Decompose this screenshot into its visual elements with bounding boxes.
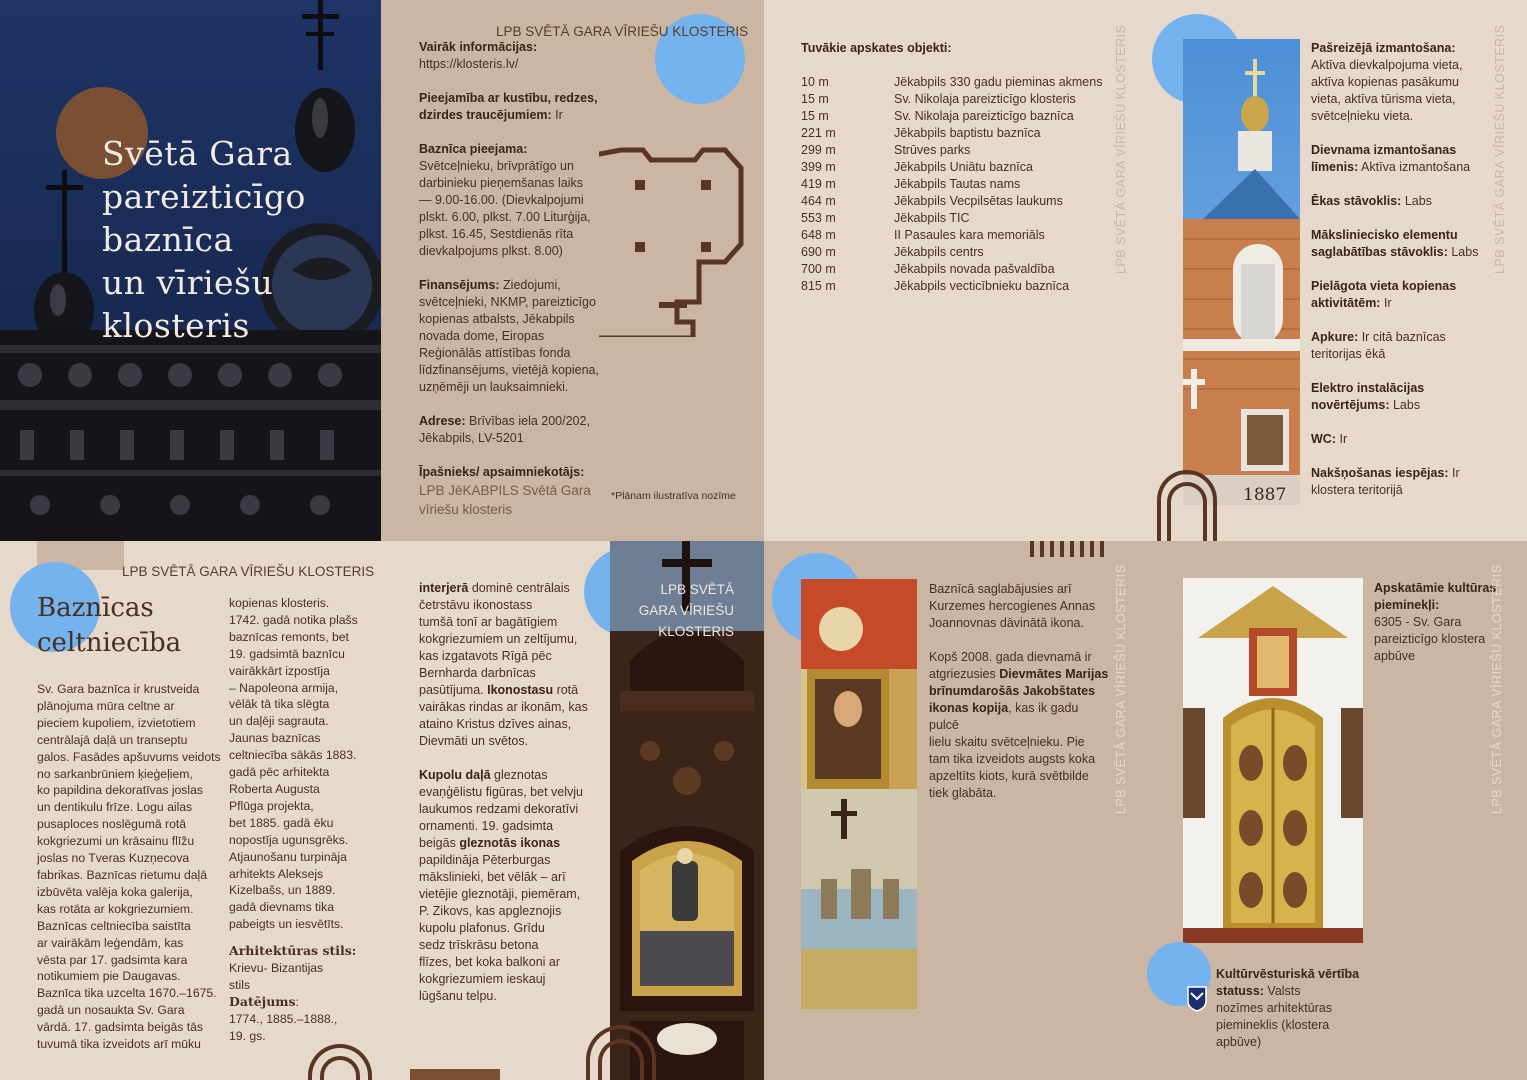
list-item: 690 m Jēkabpils centrs: [801, 245, 984, 259]
list-item: 399 m Jēkabpils Uniātu baznīca: [801, 160, 1033, 174]
royal-doors-photo: [1183, 578, 1363, 943]
photo-brand: LPB SVĒTĀ GARA VĪRIEŠU KLOSTERIS: [638, 582, 734, 639]
status-panel: [1147, 0, 1527, 541]
floor-plan-drawing: [599, 142, 747, 337]
arc-decoration: [598, 1039, 644, 1080]
address-label: Adrese:: [419, 414, 466, 428]
list-item: 15 m Sv. Nikolaja pareizticīgo baznīca: [801, 109, 1074, 123]
cover-title: Svētā Gara pareizticīgo baznīca un vīriešu klosteris: [102, 134, 306, 345]
vertical-brand-4: LPB SVĒTĀ GARA VĪRIEŠU KLOSTERIS: [1490, 564, 1504, 814]
list-item: 464 m Jēkabpils Vecpilsētas laukums: [801, 194, 1063, 208]
date-label: Datējums: [229, 993, 296, 1009]
more-info-link[interactable]: https://klosteris.lv/: [419, 57, 519, 71]
church-tower-photo: [1183, 39, 1300, 505]
nearby-title: Tuvākie apskates objekti:: [801, 41, 952, 55]
cover-panel: [0, 0, 381, 541]
list-item: Ēkas stāvoklis: Labs: [1311, 194, 1432, 208]
heritage-text: Kultūrvēsturiskā vērtība statuss: Valsts nozīmes arhitektūras piemineklis (klostera apbūve): [1216, 967, 1360, 1049]
heritage-label: Kultūrvēsturiskā vērtība statuss:: [1216, 967, 1360, 998]
info-header-brand: LPB SVĒTĀ GARA VĪRIEŠU KLOSTERIS: [496, 24, 749, 39]
list-item: 10 m Jēkabpils 330 gadu pieminas akmens: [801, 75, 1103, 89]
list-item: 419 m Jēkabpils Tautas nams: [801, 177, 1021, 191]
construction-title: Baznīcas celtniecība: [37, 593, 182, 658]
vertical-brand: LPB SVĒTĀ GARA VĪRIEŠU KLOSTERIS: [1114, 24, 1128, 274]
list-item: Elektro instalācijas novērtējums: Labs: [1311, 381, 1425, 412]
list-item: Apkure: Ir citā baznīcas teritorijas ēkā: [1311, 330, 1446, 361]
info-text-block: Vairāk informācijas: https://klosteris.lv/ Pieejamība ar kustību, redzes, dzirdes traucējumiem: Ir Baznīca pieejama: Svētceļnieku, brīvprātīgo un darbinieku pieņemšanas laiks — 9.00-16.00. (Dievkalpojumi plskt. 6.00, plkst. 7.00 Liturģija, plkst. 16.45, Sestdienās rīta dievkalpojums plkst. 8.00) Finansējums: Ziedojumi, svētceļnieki, NKMP, pareizticīgo kopienas atbalsts, Jēkabpils novada dome, Eiropas Reģionālās attīstības fonda līdzfinansējums, vietējā kopiena, uzņēmēji un lauksaimnieki. Adrese: Brīvības iela 200/202, Jēkabpils, LV-5201 Īpašnieks/ apsaimniekotājs: LPB JēKABPILS Svētā Gara vīriešu klosteris: [419, 40, 599, 517]
arc-decoration: [1167, 482, 1207, 541]
list-item: Mākslinieciskо elementu saglabātības stāvoklis: Labs: [1311, 228, 1479, 259]
list-item: Dievnama izmantošanas līmenis: Aktīva izmantošana: [1311, 143, 1471, 174]
bars-decoration: [1030, 541, 1110, 557]
info-panel: [381, 0, 764, 541]
church-open-label: Baznīca pieejama:: [419, 142, 528, 156]
vertical-brand-2: LPB SVĒTĀ GARA VĪRIEŠU KLOSTERIS: [1493, 24, 1507, 274]
list-item: 648 m II Pasaules kara memoriāls: [801, 228, 1045, 242]
icon-panel: [764, 541, 1147, 1080]
list-item: 299 m Strūves parks: [801, 143, 971, 157]
nearby-list: [801, 74, 1131, 295]
plan-year-text: 1887: [1243, 485, 1287, 505]
shield-icon: [1187, 986, 1207, 1012]
construction-col2: kopienas klosteris. 1742. gadā notika plašs baznīcas remonts, bet 19. gadsimtā baznīcu vairākkārt izpostīja – Napoleona armija, vēlāk tā tika slēgta un daļēji sagrauta. Jaunas baznīcas celtniecība sākās 1883. gadā pēc arhitekta Roberta Augusta Pflūga projekta, bet 1885. gadā ēku nopostīja ugunsgrēks. Atjaunošanu turpināja arhitekts Aleksejs Kizelbašs, un 1889. gadā dievnams tika pabeigts un iesvētīts. Arhitektūras stils: Krievu- Bizantijas stils Datējums: 1774., 1885.–1888., 19. gs.: [229, 595, 374, 1045]
list-item: Nakšņošanas iespējas: Ir klostera teritorijā: [1311, 466, 1460, 497]
owner-label: Īpašnieks/ apsaimniekotājs:: [419, 465, 585, 479]
list-item: 553 m Jēkabpils TIC: [801, 211, 970, 225]
funding-label: Finansējums:: [419, 278, 500, 292]
monuments-panel: [1147, 541, 1527, 1080]
icon-text: Baznīcā saglabājusies arī Kurzemes hercogienes Annas Joannovnas dāvinātā ikona. Kopš 2008. gada dievnamā ir atgriezusies Dievmātes Marijas brīnumdarošās Jakobštates ikonas kopija, kas ik gadu pulcē lielu skaitu svētceļnieku. Pie tam tika izveidots augsts koka apzeltīts kiots, kurā svētbilde tiek glabāta.: [929, 582, 1109, 800]
construction-col1: Sv. Gara baznīca ir krustveida plānojuma mūra celtne ar pieciem kupoliem, izvietotiem centrālajā daļā un transeptu galos. Fasādes apšuvums veidots no sarkanbrūniem ķieģeļiem, ko papildina dekoratīvas joslas un dentikulu frīze. Logu ailas pusaploces noslēgumā rotā kokgriezumi un krāsainu flīžu joslas no Tveras Kuzņecova fabrikas. Baznīcas rietumu daļā izbūvēta valēja koka galerija, kas rotāta ar kokgriezumiem. Baznīcas celtniecība saistīta ar vairākām leģendām, kas vēsta par 17. gadsimta kara notikumiem pie Daugavas. Baznīca tika uzcelta 1670.–1675. gadā un nosaukta Sv. Gara vārdā. 17. gadsimta beigās tās tuvumā tika izveidots arī mūku: [37, 682, 221, 1052]
list-item: Pielāgota vieta kopienas aktivitātēm: Ir: [1311, 279, 1457, 310]
list-item: 700 m Jēkabpils novada pašvaldība: [801, 262, 1055, 276]
accessibility-label: Pieejamība ar kustību, redzes, dzirdes traucējumiem:: [419, 91, 598, 122]
plan-note: *Plānam ilustratīva nozīme: [611, 490, 736, 502]
list-item: 221 m Jēkabpils baptistu baznīca: [801, 126, 1041, 140]
more-info-label: Vairāk informācijas:: [419, 40, 538, 54]
nearby-panel: [764, 0, 1147, 541]
accessibility-value: Ir: [551, 108, 563, 122]
interior-panel: [381, 541, 764, 1080]
construction-header-brand: LPB SVĒTĀ GARA VĪRIEŠU KLOSTERIS: [122, 564, 375, 579]
status-list: [1311, 40, 1491, 516]
mary-icon-photo: [801, 579, 917, 1009]
monuments-text: Apskatāmie kultūras pieminekļi: 6305 - Sv. Gara pareizticīgo klostera apbūve: [1374, 581, 1497, 663]
list-item: Pašreizējā izmantošana: Aktīva dievkalpojuma vieta, aktīva kopienas pasākumu vieta, aktīva tūrisma vieta, svētceļnieku vieta.: [1311, 41, 1463, 123]
vertical-brand-3: LPB SVĒTĀ GARA VĪRIEŠU KLOSTERIS: [1114, 564, 1128, 814]
interior-text: interjerā dominē centrālais četrstāvu ikonostass tumšā tonī ar bagātīgiem kokgriezumiem un zeltījumu, kas izgatavots Rīgā pēc Bernharda darbnīcas pasūtījuma. Ikonostasu rotā vairākas rindas ar ikonām, kas ataino Kristus dzīves ainas, Dievmāti un svētos. Kupolu daļā gleznotas evaņģēlistu figūras, bet velvju laukumos redzami dekoratīvi ornamenti. 19. gadsimta beigās gleznotās ikonas papildināja Pēterburgas mākslinieki, bet vēlāk – arī vietējie gleznotāji, piemēram, P. Zikovs, kas apgleznojis kupolu plafonus. Grīdu sedz trīskrāsu betona flīzes, bet koka balkoni ar kokgriezumiem ieskauj lūgšanu telpu.: [419, 581, 588, 1003]
list-item: WC: Ir: [1311, 432, 1348, 446]
brown-bar-decoration: [410, 1069, 500, 1080]
list-item: 815 m Jēkabpils vecticībnieku baznīca: [801, 279, 1070, 293]
style-label: Arhitektūras stils:: [229, 943, 357, 959]
monuments-label: Apskatāmie kultūras pieminekļi:: [1374, 581, 1497, 612]
list-item: 15 m Sv. Nikolaja pareizticīgo klosteris: [801, 92, 1076, 106]
construction-panel: [0, 541, 381, 1080]
